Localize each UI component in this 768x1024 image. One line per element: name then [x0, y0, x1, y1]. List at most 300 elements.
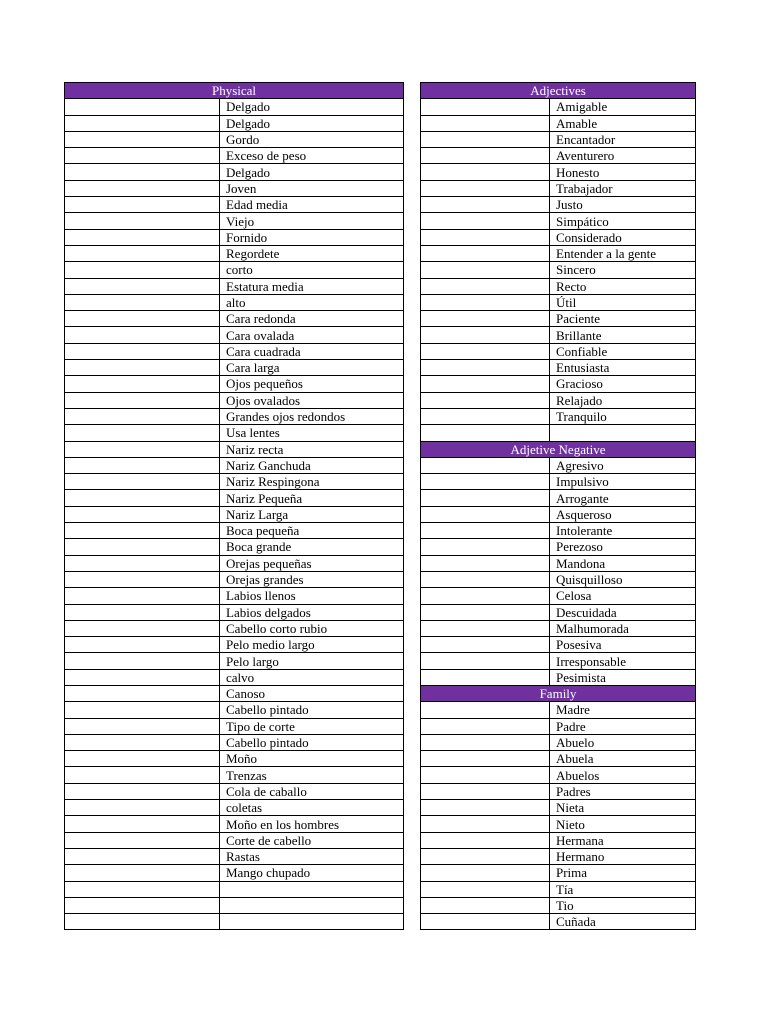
blank-cell: [65, 457, 220, 473]
physical-row: [65, 360, 404, 376]
family-row: [421, 865, 696, 881]
blank-cell: [421, 588, 550, 604]
blank-cell: [421, 148, 550, 164]
vocab-cell: corto: [220, 262, 404, 278]
blank-cell: [421, 294, 550, 310]
vocab-cell: Relajado: [550, 392, 696, 408]
vocab-cell: Pelo medio largo: [220, 637, 404, 653]
family-row: [421, 751, 696, 767]
blank-cell: [421, 897, 550, 913]
adjective-row: [421, 360, 696, 376]
vocab-cell: Prima: [550, 865, 696, 881]
vocab-cell: Nariz Ganchuda: [220, 457, 404, 473]
blank-cell: [65, 99, 220, 115]
vocab-cell: Cabello pintado: [220, 702, 404, 718]
vocab-cell: Confiable: [550, 343, 696, 359]
blank-cell: [421, 865, 550, 881]
blank-cell: [421, 425, 550, 441]
blank-cell: [421, 571, 550, 587]
physical-row: [65, 897, 404, 913]
blank-cell: [421, 457, 550, 473]
blank-cell: [421, 637, 550, 653]
family-row: [421, 783, 696, 799]
physical-row: [65, 408, 404, 424]
physical-row: [65, 539, 404, 555]
vocab-cell: Asqueroso: [550, 506, 696, 522]
blank-cell: [421, 164, 550, 180]
family-row: [421, 767, 696, 783]
vocab-cell: Delgado: [220, 164, 404, 180]
family-row: [421, 718, 696, 734]
adjective-row: [421, 164, 696, 180]
adjective-row: [421, 311, 696, 327]
adjective-row: [421, 408, 696, 424]
vocab-cell: [550, 425, 696, 441]
blank-cell: [421, 620, 550, 636]
vocab-cell: Madre: [550, 702, 696, 718]
adjective-row: [421, 245, 696, 261]
adjective-negative-row: [421, 490, 696, 506]
blank-cell: [65, 832, 220, 848]
adjective-row: [421, 148, 696, 164]
vocab-cell: Ojos pequeños: [220, 376, 404, 392]
physical-row: [65, 262, 404, 278]
vocab-cell: Nariz Pequeña: [220, 490, 404, 506]
vocab-cell: Celosa: [550, 588, 696, 604]
physical-row: [65, 718, 404, 734]
blank-cell: [421, 718, 550, 734]
blank-cell: [65, 506, 220, 522]
vocab-cell: Sincero: [550, 262, 696, 278]
blank-cell: [421, 506, 550, 522]
vocab-cell: Irresponsable: [550, 653, 696, 669]
vocab-cell: Orejas grandes: [220, 571, 404, 587]
blank-cell: [421, 180, 550, 196]
blank-cell: [65, 245, 220, 261]
family-row: [421, 816, 696, 832]
vocab-cell: Gordo: [220, 131, 404, 147]
blank-cell: [421, 213, 550, 229]
blank-cell: [65, 148, 220, 164]
adjective-row: [421, 229, 696, 245]
physical-row: [65, 588, 404, 604]
physical-row: [65, 571, 404, 587]
physical-row: [65, 816, 404, 832]
adjective-row: [421, 99, 696, 115]
vocab-cell: Labios llenos: [220, 588, 404, 604]
vocab-cell: Delgado: [220, 99, 404, 115]
blank-cell: [65, 392, 220, 408]
family-row: [421, 734, 696, 750]
vocab-cell: Agresivo: [550, 457, 696, 473]
vocab-cell: Perezoso: [550, 539, 696, 555]
family-row: [421, 702, 696, 718]
blank-cell: [65, 751, 220, 767]
vocab-cell: Exceso de peso: [220, 148, 404, 164]
physical-row: [65, 327, 404, 343]
right-vocab-table: [420, 82, 696, 930]
physical-table: [64, 82, 404, 930]
adjective-row: [421, 180, 696, 196]
blank-cell: [421, 653, 550, 669]
blank-cell: [421, 474, 550, 490]
physical-row: [65, 164, 404, 180]
blank-cell: [421, 360, 550, 376]
blank-cell: [421, 278, 550, 294]
blank-cell: [421, 604, 550, 620]
vocab-cell: Cara ovalada: [220, 327, 404, 343]
vocab-cell: Padre: [550, 718, 696, 734]
vocab-cell: Regordete: [220, 245, 404, 261]
vocab-cell: Amable: [550, 115, 696, 131]
vocab-cell: Ojos ovalados: [220, 392, 404, 408]
blank-cell: [65, 229, 220, 245]
blank-cell: [421, 131, 550, 147]
adjective-negative-row: [421, 539, 696, 555]
family-row: [421, 914, 696, 930]
vocab-cell: Viejo: [220, 213, 404, 229]
blank-cell: [421, 702, 550, 718]
physical-row: [65, 311, 404, 327]
adjective-row: [421, 213, 696, 229]
blank-cell: [65, 669, 220, 685]
adjective-negative-header: Adjetive Negative: [421, 441, 696, 457]
vocab-cell: Moño: [220, 751, 404, 767]
blank-cell: [65, 408, 220, 424]
vocab-cell: Usa lentes: [220, 425, 404, 441]
blank-cell: [421, 881, 550, 897]
blank-cell: [65, 180, 220, 196]
vocab-cell: Nariz recta: [220, 441, 404, 457]
vocab-cell: Justo: [550, 197, 696, 213]
adjectives-header: Adjectives: [421, 83, 696, 99]
vocab-cell: Arrogante: [550, 490, 696, 506]
physical-row: [65, 115, 404, 131]
physical-row: [65, 865, 404, 881]
physical-row: [65, 734, 404, 750]
adjective-negative-row: [421, 506, 696, 522]
blank-cell: [65, 816, 220, 832]
physical-row: [65, 474, 404, 490]
vocab-cell: Entusiasta: [550, 360, 696, 376]
vocab-cell: Paciente: [550, 311, 696, 327]
adjective-negative-row: [421, 588, 696, 604]
blank-cell: [421, 245, 550, 261]
vocab-cell: Aventurero: [550, 148, 696, 164]
vocab-cell: Útil: [550, 294, 696, 310]
blank-cell: [65, 685, 220, 701]
blank-cell: [65, 865, 220, 881]
vocab-cell: Tio: [550, 897, 696, 913]
blank-cell: [421, 229, 550, 245]
vocab-cell: Simpático: [550, 213, 696, 229]
adjective-row: [421, 343, 696, 359]
blank-cell: [65, 164, 220, 180]
physical-row: [65, 555, 404, 571]
adjective-row: [421, 327, 696, 343]
blank-cell: [421, 523, 550, 539]
adjective-row: [421, 115, 696, 131]
blank-cell: [421, 490, 550, 506]
vocab-cell: Delgado: [220, 115, 404, 131]
vocab-cell: Boca pequeña: [220, 523, 404, 539]
physical-header: Physical: [65, 83, 404, 99]
vocab-cell: Abuelos: [550, 767, 696, 783]
family-row: [421, 897, 696, 913]
vocab-cell: calvo: [220, 669, 404, 685]
blank-cell: [65, 604, 220, 620]
blank-cell: [65, 702, 220, 718]
blank-cell: [421, 783, 550, 799]
physical-row: [65, 343, 404, 359]
blank-cell: [421, 197, 550, 213]
vocab-cell: Cabello pintado: [220, 734, 404, 750]
blank-cell: [421, 767, 550, 783]
vocab-cell: Cara cuadrada: [220, 343, 404, 359]
vocab-cell: Trenzas: [220, 767, 404, 783]
blank-cell: [65, 783, 220, 799]
adjective-row: [421, 131, 696, 147]
blank-cell: [421, 343, 550, 359]
blank-cell: [421, 800, 550, 816]
vocab-cell: Estatura media: [220, 278, 404, 294]
physical-row: [65, 490, 404, 506]
vocab-cell: Tía: [550, 881, 696, 897]
vocab-cell: Nariz Larga: [220, 506, 404, 522]
blank-cell: [65, 490, 220, 506]
vocab-cell: Mandona: [550, 555, 696, 571]
vocab-cell: Malhumorada: [550, 620, 696, 636]
blank-cell: [421, 751, 550, 767]
physical-row: [65, 604, 404, 620]
vocab-cell: Amigable: [550, 99, 696, 115]
physical-row: [65, 800, 404, 816]
blank-cell: [421, 914, 550, 930]
vocab-cell: Edad media: [220, 197, 404, 213]
vocab-cell: Joven: [220, 180, 404, 196]
vocab-cell: Labios delgados: [220, 604, 404, 620]
adjective-negative-row: [421, 653, 696, 669]
physical-row: [65, 669, 404, 685]
blank-cell: [65, 213, 220, 229]
blank-cell: [421, 262, 550, 278]
physical-row: [65, 457, 404, 473]
physical-row: [65, 197, 404, 213]
blank-cell: [65, 425, 220, 441]
vocab-cell: Impulsivo: [550, 474, 696, 490]
physical-row: [65, 783, 404, 799]
adjective-row: [421, 278, 696, 294]
adjective-negative-row: [421, 555, 696, 571]
vocab-cell: Intolerante: [550, 523, 696, 539]
adjective-row: [421, 262, 696, 278]
blank-cell: [65, 767, 220, 783]
blank-cell: [65, 571, 220, 587]
blank-cell: [65, 620, 220, 636]
vocab-cell: Considerado: [550, 229, 696, 245]
vocab-cell: Trabajador: [550, 180, 696, 196]
vocab-cell: Padres: [550, 783, 696, 799]
vocab-cell: Pelo largo: [220, 653, 404, 669]
blank-cell: [421, 99, 550, 115]
adjective-negative-row: [421, 523, 696, 539]
vocab-cell: Cola de caballo: [220, 783, 404, 799]
vocab-cell: Cara redonda: [220, 311, 404, 327]
physical-row: [65, 751, 404, 767]
blank-cell: [65, 881, 220, 897]
blank-cell: [421, 832, 550, 848]
vocab-cell: Cuñada: [550, 914, 696, 930]
physical-row: [65, 245, 404, 261]
vocab-cell: Canoso: [220, 685, 404, 701]
physical-row: [65, 148, 404, 164]
blank-cell: [421, 848, 550, 864]
adjective-negative-row: [421, 637, 696, 653]
vocab-cell: Posesiva: [550, 637, 696, 653]
physical-row: [65, 376, 404, 392]
blank-cell: [65, 278, 220, 294]
adjective-row: [421, 392, 696, 408]
blank-cell: [65, 523, 220, 539]
vocab-cell: Abuela: [550, 751, 696, 767]
blank-cell: [421, 115, 550, 131]
physical-row: [65, 506, 404, 522]
blank-cell: [65, 294, 220, 310]
blank-cell: [421, 734, 550, 750]
vocab-cell: Abuelo: [550, 734, 696, 750]
adjective-negative-header-row: [421, 441, 696, 457]
physical-header-row: [65, 83, 404, 99]
vocab-cell: Cabello corto rubio: [220, 620, 404, 636]
blank-cell: [65, 718, 220, 734]
blank-cell: [65, 262, 220, 278]
physical-row: [65, 441, 404, 457]
family-row: [421, 848, 696, 864]
adjective-negative-row: [421, 620, 696, 636]
blank-cell: [421, 327, 550, 343]
physical-row: [65, 832, 404, 848]
vocab-cell: Quisquilloso: [550, 571, 696, 587]
vocab-cell: Moño en los hombres: [220, 816, 404, 832]
physical-row: [65, 848, 404, 864]
blank-cell: [65, 441, 220, 457]
blank-cell: [65, 914, 220, 930]
blank-cell: [65, 343, 220, 359]
physical-row: [65, 278, 404, 294]
family-row: [421, 832, 696, 848]
vocab-cell: Hermano: [550, 848, 696, 864]
physical-row: [65, 180, 404, 196]
blank-cell: [421, 408, 550, 424]
blank-cell: [65, 197, 220, 213]
blank-cell: [65, 734, 220, 750]
adjective-negative-row: [421, 474, 696, 490]
vocab-cell: Fornido: [220, 229, 404, 245]
physical-row: [65, 294, 404, 310]
vocab-cell: Entender a la gente: [550, 245, 696, 261]
blank-cell: [65, 327, 220, 343]
adjectives-header-row: [421, 83, 696, 99]
vocab-cell: Encantador: [550, 131, 696, 147]
blank-cell: [65, 376, 220, 392]
physical-row: [65, 637, 404, 653]
vocab-cell: Corte de cabello: [220, 832, 404, 848]
blank-cell: [65, 800, 220, 816]
family-row: [421, 881, 696, 897]
physical-row: [65, 767, 404, 783]
adjective-row: [421, 294, 696, 310]
adjective-negative-row: [421, 457, 696, 473]
physical-row: [65, 685, 404, 701]
blank-cell: [65, 474, 220, 490]
vocab-cell: Nariz Respingona: [220, 474, 404, 490]
blank-cell: [421, 555, 550, 571]
blank-cell: [65, 637, 220, 653]
adjective-negative-row: [421, 604, 696, 620]
blank-cell: [421, 392, 550, 408]
vocab-cell: coletas: [220, 800, 404, 816]
vocab-cell: Brillante: [550, 327, 696, 343]
family-header: Family: [421, 685, 696, 701]
vocab-cell: Boca grande: [220, 539, 404, 555]
vocab-cell: Nieta: [550, 800, 696, 816]
adjective-row: [421, 197, 696, 213]
vocab-cell: [220, 881, 404, 897]
blank-cell: [65, 360, 220, 376]
blank-cell: [65, 588, 220, 604]
physical-row: [65, 523, 404, 539]
blank-cell: [65, 311, 220, 327]
physical-row: [65, 702, 404, 718]
physical-row: [65, 392, 404, 408]
physical-row: [65, 914, 404, 930]
vocab-cell: Rastas: [220, 848, 404, 864]
vocab-cell: Nieto: [550, 816, 696, 832]
blank-cell: [65, 848, 220, 864]
blank-cell: [421, 311, 550, 327]
adjective-row: [421, 425, 696, 441]
blank-cell: [65, 131, 220, 147]
adjective-negative-row: [421, 669, 696, 685]
vocab-cell: Recto: [550, 278, 696, 294]
physical-row: [65, 881, 404, 897]
vocab-cell: Mango chupado: [220, 865, 404, 881]
vocab-cell: Cara larga: [220, 360, 404, 376]
family-row: [421, 800, 696, 816]
vocab-cell: alto: [220, 294, 404, 310]
vocab-cell: Tranquilo: [550, 408, 696, 424]
blank-cell: [65, 539, 220, 555]
blank-cell: [65, 653, 220, 669]
blank-cell: [421, 816, 550, 832]
vocab-cell: Pesimista: [550, 669, 696, 685]
blank-cell: [65, 115, 220, 131]
blank-cell: [421, 539, 550, 555]
vocab-cell: Gracioso: [550, 376, 696, 392]
physical-row: [65, 653, 404, 669]
vocab-cell: Honesto: [550, 164, 696, 180]
vocab-cell: Descuidada: [550, 604, 696, 620]
physical-row: [65, 99, 404, 115]
vocab-cell: Orejas pequeñas: [220, 555, 404, 571]
blank-cell: [421, 376, 550, 392]
physical-row: [65, 213, 404, 229]
adjective-row: [421, 376, 696, 392]
blank-cell: [65, 555, 220, 571]
blank-cell: [65, 897, 220, 913]
adjective-negative-row: [421, 571, 696, 587]
vocab-cell: [220, 897, 404, 913]
